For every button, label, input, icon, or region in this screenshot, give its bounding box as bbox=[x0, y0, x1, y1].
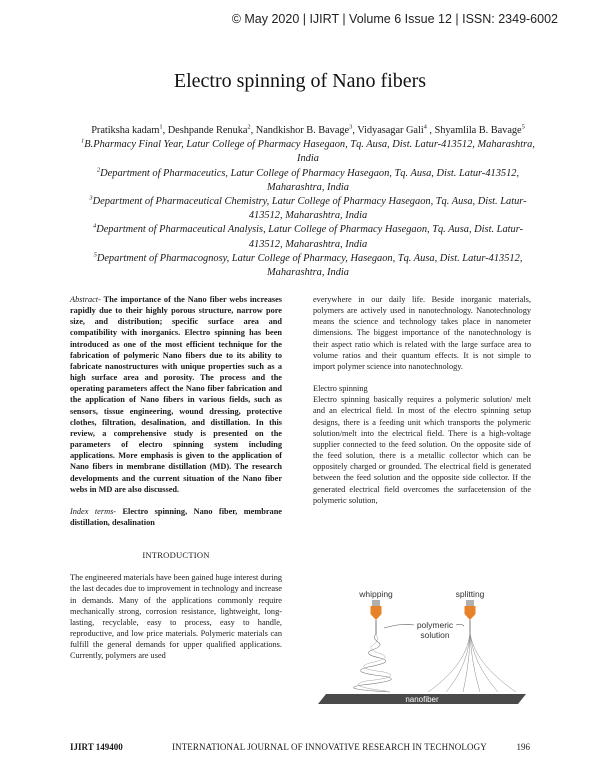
affiliation-sup: 2 bbox=[96, 166, 101, 174]
authors-block bbox=[70, 124, 546, 280]
affiliation-sup: 3 bbox=[89, 194, 93, 202]
author-sup: 1 bbox=[159, 123, 163, 131]
section-heading: INTRODUCTION bbox=[142, 550, 210, 561]
split-strand bbox=[446, 632, 470, 692]
author-sep: , bbox=[352, 125, 358, 136]
affiliation bbox=[70, 195, 546, 223]
footer-paper-id: IJIRT 149400 bbox=[70, 742, 123, 752]
abstract-text: The importance of the Nano fiber webs increases rapidly due to their highly porous structure, narrow pore size, and distribution; specific surface area and compatibility with inorganics. Electro spinning has been introduced as one of the most efficient technique for the fabrication of polymeric Nano fibers due to its ability to fabricate nanostructures with unique properties such as a high surface area and porosity. The process and the operating parameters affect the Nano fiber fabrication and the application of Nano fibers in various fields, such as sensors, tissue engineering, wound dressing, protective clothes, filtration, desalination, and distillation. In this review, a comprehensive study is presented on the parameters of electro spinning system including applications. More emphasis is given to the application of Nano fibers in membrane distillation (MD). The research developments and the current situation of the Nano fiber webs in MD are also discussed. bbox=[70, 295, 282, 494]
author-sup: 4 bbox=[423, 123, 427, 131]
splitting-needle-tip bbox=[465, 614, 476, 620]
split-strand bbox=[428, 632, 470, 692]
polymeric-label: polymeric bbox=[416, 620, 454, 630]
affiliation-sup: 4 bbox=[92, 222, 97, 230]
polymeric-pointer-right bbox=[456, 624, 464, 626]
whipping-needle bbox=[371, 606, 382, 614]
author-name: Shyamlila B. Bavage bbox=[434, 125, 522, 136]
author-sup: 5 bbox=[521, 123, 525, 131]
electrospinning-figure bbox=[318, 588, 533, 710]
author-sup: 3 bbox=[349, 123, 353, 131]
affiliation-text: Department of Pharmacognosy, Latur College of Pharmacy, Hasegaon, Tq. Ausa, Dist. Latur-413512, Maharashtra, India bbox=[96, 252, 523, 279]
affiliation-sup: 1 bbox=[81, 137, 85, 145]
split-strand bbox=[470, 632, 480, 692]
affiliation-text: Department of Pharmaceutical Chemistry, Latur College of Pharmacy Hasegaon, Tq. Ausa, Dist. Latur-413512, Maharashtra, India bbox=[92, 196, 527, 222]
affiliation-sup: 5 bbox=[93, 251, 97, 259]
affiliation bbox=[70, 252, 546, 280]
index-terms bbox=[70, 506, 282, 528]
author-name: Nandkishor B. Bavage bbox=[255, 125, 350, 136]
body-paragraph: Electro spinning basically requires a polymeric solution/ melt and an electrical field. In most of the electro spinning setup designs, there is a feeding unit which transports the polymeric solution/melt into the electrical field. There is a high-voltage supplier connected to the feed solution. On the opposite side of the feed solution, there is a metallic collector which can be oppositely charged or grounded. The electrical field is generated between the feed solution and the opposite side collector. If the generated electrical field overcomes the surfacetension of the polymeric solution, bbox=[313, 395, 531, 505]
intro-paragraph: The engineered materials have been gained huge interest during the last decades due to improvement in technology and increase in demands. Many of the applications commonly require mechanically strong, corrosion resistance, lightweight, long-lasting, recyclable, easy to process, easy to handle, reproductive, and low price materials. Polymeric materials can fulfill the general demands for upper qualified applications. Currently, polymers are used bbox=[70, 573, 282, 661]
index-terms-text: Electro spinning, Nano fiber, membrane distillation, desalination bbox=[70, 506, 282, 527]
author-sep: , bbox=[250, 125, 256, 136]
whipping-jet-icon bbox=[354, 600, 392, 692]
index-terms-label: Index terms- bbox=[70, 506, 117, 516]
footer-journal-name: INTERNATIONAL JOURNAL OF INNOVATIVE RESEARCH IN TECHNOLOGY bbox=[172, 742, 487, 752]
whipping-needle-tip bbox=[371, 614, 382, 620]
affiliation bbox=[70, 138, 546, 166]
polymeric-pointer-left bbox=[384, 624, 414, 628]
abstract-label: Abstract- bbox=[70, 295, 101, 304]
paper-title: Electro spinning of Nano fibers bbox=[173, 70, 427, 92]
affiliation-text: Department of Pharmaceutics, Latur College of Pharmacy Hasegaon, Tq. Ausa, Dist. Latur-413512, Maharashtra, India bbox=[100, 167, 520, 193]
split-strand bbox=[470, 632, 498, 692]
right-column bbox=[313, 294, 531, 506]
abstract bbox=[70, 294, 282, 495]
left-column bbox=[70, 294, 282, 662]
solution-label: solution bbox=[420, 630, 450, 640]
needle-top bbox=[466, 600, 474, 607]
needle-top bbox=[372, 600, 380, 607]
whipping-spiral-2 bbox=[358, 634, 390, 691]
whipping-label: whipping bbox=[359, 589, 393, 599]
journal-header: © May 2020 | IJIRT | Volume 6 Issue 12 | ISSN: 2349-6002 bbox=[231, 12, 558, 26]
author-name: Deshpande Renuka bbox=[167, 125, 248, 136]
body-paragraph: everywhere in our daily life. Beside inorganic materials, polymers are actively used in nanotechnology. Nanotechnology means the science and technology takes place in nanometer dimensions. The biggest importance of the nanotechnology is their aspect ratio which is related with the large surface area to volume ratios and their quantum effects. It is not simple to import polymer science into nanotechnology. bbox=[313, 295, 531, 371]
subsection-heading: Electro spinning bbox=[313, 384, 368, 394]
author-name: Vidyasagar Gali bbox=[357, 125, 424, 136]
author-sep: , bbox=[162, 125, 168, 136]
nanofiber-label: nanofiber bbox=[405, 695, 439, 704]
page-number: 196 bbox=[516, 742, 530, 752]
author-name: Pratiksha kadam bbox=[91, 125, 160, 136]
splitting-jet-icon bbox=[428, 600, 516, 692]
splitting-needle bbox=[465, 606, 476, 614]
author-names bbox=[70, 124, 546, 138]
electrospinning-diagram bbox=[318, 588, 533, 710]
splitting-label: splitting bbox=[455, 589, 485, 599]
affiliation bbox=[70, 223, 546, 251]
affiliation-text: B.Pharmacy Final Year, Latur College of Pharmacy Hasegaon, Tq. Ausa, Dist. Latur-413512, Maharashtra, India bbox=[84, 139, 535, 165]
author-sup: 2 bbox=[247, 123, 251, 131]
author-sep: , bbox=[426, 125, 435, 136]
affiliation bbox=[70, 167, 546, 195]
split-strand bbox=[470, 632, 516, 692]
affiliation-text: Department of Pharmaceutical Analysis, Latur College of Pharmacy Hasegaon, Tq. Ausa, Dist. Latur-413512, Maharashtra, India bbox=[96, 224, 524, 250]
